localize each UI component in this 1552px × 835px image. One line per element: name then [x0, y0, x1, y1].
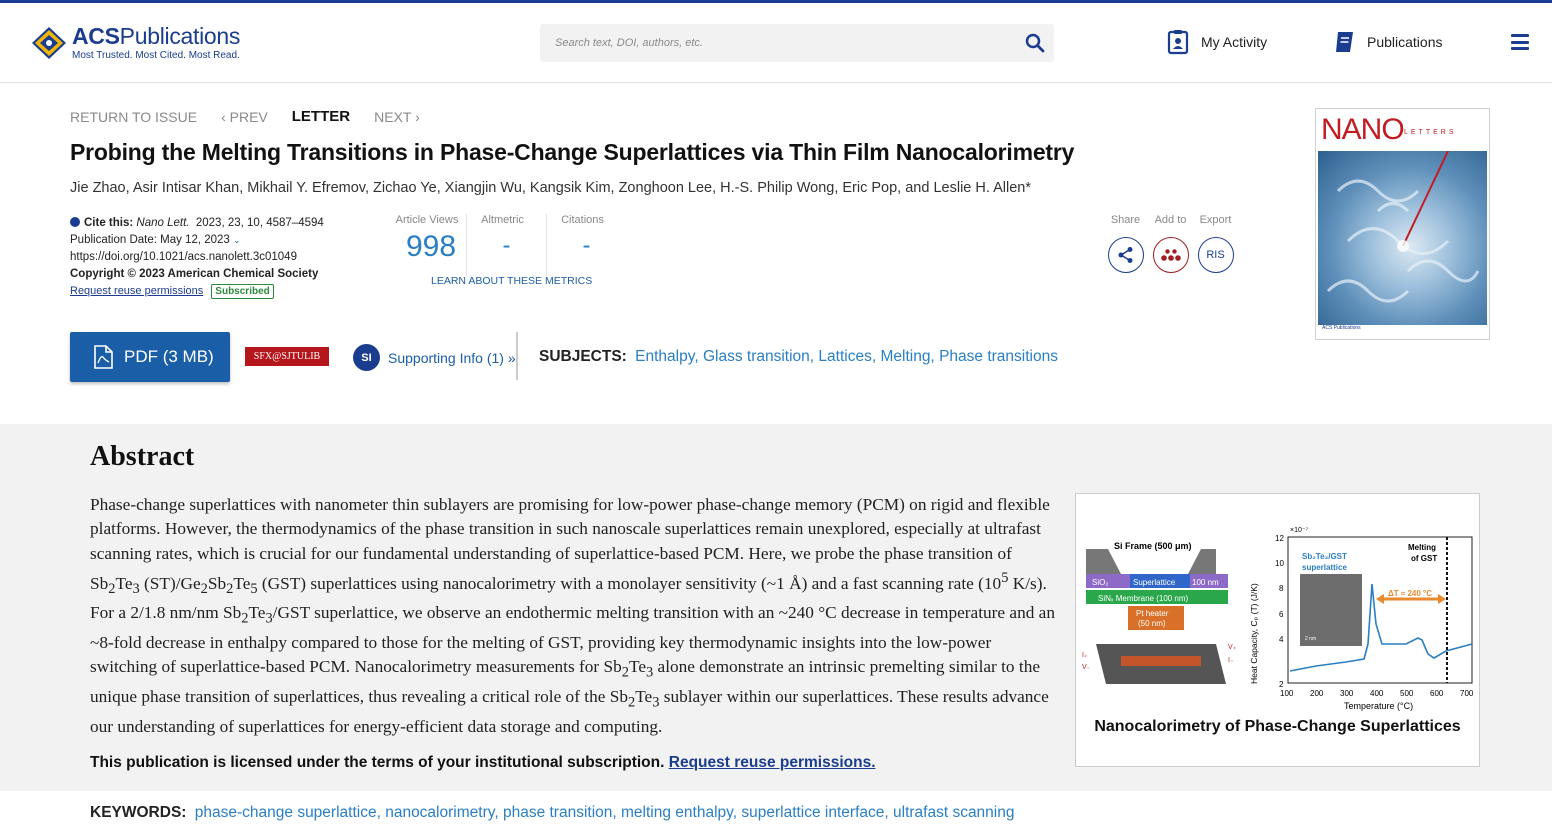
cover-artwork: [1318, 151, 1487, 325]
doi-link[interactable]: https://doi.org/10.1021/acs.nanolett.3c01049: [70, 251, 297, 263]
journal-cover-image[interactable]: [1315, 108, 1490, 340]
toc-label: 8: [1279, 584, 1284, 593]
chevron-down-icon[interactable]: ⌄: [233, 235, 241, 245]
toc-label: 500: [1400, 689, 1414, 698]
toc-label: 300: [1340, 689, 1354, 698]
sfx-link[interactable]: SFX@SJTULIB: [245, 347, 329, 366]
export-label: Export: [1199, 214, 1232, 226]
learn-metrics-link[interactable]: LEARN ABOUT THESE METRICS: [431, 275, 593, 287]
metric-altmetric: [466, 214, 546, 276]
subjects-list: [539, 348, 1058, 366]
toc-label: I₋: [1228, 657, 1234, 664]
license-notice: [90, 754, 876, 772]
return-to-issue-link[interactable]: RETURN TO ISSUE: [70, 109, 198, 125]
article-type: LETTER: [291, 108, 351, 125]
toc-graphic[interactable]: [1075, 493, 1480, 767]
toc-label: 400: [1370, 689, 1384, 698]
toc-label: 4: [1279, 635, 1284, 644]
toc-label: 700: [1460, 689, 1474, 698]
export-ris-button[interactable]: RIS: [1198, 237, 1234, 273]
abstract-text-part: sublayer within our superlattices. These results advance our understanding of superlattices for energy-efficient data storage and computing.: [90, 687, 1049, 736]
si-badge-icon: SI: [353, 344, 380, 371]
toc-label: 2: [1279, 680, 1284, 689]
divider: [516, 332, 518, 380]
keywords-label: KEYWORDS:: [90, 804, 187, 821]
supporting-info-label: Supporting Info (1) »: [388, 349, 516, 366]
license-text: This publication is licensed under the terms of your institutional subscription.: [90, 754, 665, 771]
acs-logo[interactable]: [30, 25, 240, 61]
share-button[interactable]: [1108, 237, 1144, 273]
abstract-text-part: K/s). For a 2/1.8 nm/nm: [90, 573, 1047, 623]
abstract-text-part: (GST) superlattices using nanocalorimetry with a monolayer sensitivity (~1 Å) and a fast scanning rate (10: [257, 573, 1002, 593]
cover-subtitle: LETTERS: [1404, 129, 1457, 136]
keyword-link[interactable]: superlattice interface,: [741, 804, 889, 821]
toc-label: Si Frame (500 μm): [1114, 541, 1192, 551]
toc-caption: Nanocalorimetry of Phase-Change Superlattices: [1094, 718, 1461, 735]
toc-label: 600: [1430, 689, 1444, 698]
cite-label[interactable]: Cite this:: [84, 217, 134, 229]
toc-label: 12: [1275, 534, 1284, 543]
metric-citations: [546, 214, 626, 276]
toc-label: 2 nm: [1305, 636, 1317, 642]
toc-label: 200: [1310, 689, 1324, 698]
toc-label: 6: [1279, 610, 1284, 619]
exponent: 5: [1001, 569, 1009, 586]
search-icon[interactable]: [1025, 33, 1045, 53]
toc-label: Heat Capacity, Cₚ (T) (J/K): [1249, 583, 1259, 684]
metric-views-label: Article Views: [395, 214, 459, 226]
metric-citations-label: Citations: [561, 214, 604, 226]
my-activity-label: My Activity: [1201, 34, 1268, 50]
publications-label: Publications: [1367, 34, 1443, 50]
mendeley-icon: [1160, 247, 1182, 263]
acs-logo-icon: [30, 25, 68, 61]
metric-altmetric-label: Altmetric: [481, 214, 524, 226]
add-to-button[interactable]: [1153, 237, 1189, 273]
abstract-text-part: /GST superlattice, we observe an endothermic melting transition with an ~240 °C decrease in temperature and an ~8-fold decrease in enthalpy compared to those for the melting of GST, providing key thermodynamic insights into the low-power switching of superlattice-based PCM. Nanocalorimetry measurements for: [90, 603, 1055, 677]
add-to-label: Add to: [1154, 214, 1187, 226]
article-metrics: [396, 214, 626, 276]
toc-label: V₊: [1228, 644, 1237, 651]
toc-label: V₋: [1082, 664, 1091, 671]
keywords-list: [90, 804, 1015, 822]
toc-label: SiO₂: [1092, 578, 1109, 587]
subject-link[interactable]: Glass transition,: [702, 348, 815, 365]
pdf-label: PDF (3 MB): [124, 347, 214, 366]
toc-label: Pt heater: [1136, 609, 1169, 618]
clipboard-user-icon: [1167, 29, 1189, 55]
metric-views-value: 998: [405, 230, 457, 263]
copyright: Copyright © 2023 American Chemical Society: [70, 268, 319, 280]
toc-label: 10: [1275, 559, 1284, 568]
request-reuse-link[interactable]: Request reuse permissions.: [668, 754, 876, 771]
toc-label: I₊: [1082, 652, 1088, 659]
keyword-link[interactable]: melting enthalpy,: [621, 804, 738, 821]
hamburger-menu-icon[interactable]: [1511, 34, 1529, 50]
my-activity-link[interactable]: [1167, 29, 1267, 55]
toc-label: Temperature (°C): [1344, 701, 1414, 711]
journal-name: Nano Lett.: [136, 217, 190, 229]
metric-views: [396, 214, 466, 276]
toc-label: SiNₓ Membrane (100 nm): [1098, 594, 1189, 603]
metric-altmetric-value: -: [502, 232, 511, 259]
toc-label: (50 nm): [1138, 619, 1166, 628]
toc-label: ×10⁻⁷: [1290, 527, 1309, 534]
toc-label: 100 nm: [1192, 578, 1219, 587]
publication-date: Publication Date: May 12, 2023: [70, 234, 230, 246]
toc-label: ΔT ≈ 240 °C: [1388, 589, 1433, 598]
abstract-text-part: Phase-change superlattices with nanometer thin sublayers are promising for low-power phase-change memory (PCM) on rigid and flexible platforms. However, the thermodynamics of the phase transition in such nanoscale superlattices remain unexplored, especially at ultrafast scanning rates, which is crucial for our fundamental understanding of superlattice-based PCM. Here, we probe the phase transition of: [90, 495, 1050, 563]
toc-label: Superlattice: [1133, 578, 1176, 587]
abstract-heading: Abstract: [90, 441, 195, 472]
logo-tagline: Most Trusted. Most Cited. Most Read.: [72, 50, 240, 61]
keyword-link[interactable]: nanocalorimetry,: [385, 804, 499, 821]
toc-figure: [1076, 494, 1479, 714]
cover-title: NANO: [1321, 113, 1404, 146]
toc-label: Sb₂Te₃/GST: [1302, 552, 1347, 561]
toc-label: superlattice: [1302, 563, 1347, 572]
keyword-link[interactable]: phase transition,: [502, 804, 617, 821]
citation-block: [70, 215, 324, 300]
pdf-download-button[interactable]: [70, 332, 230, 382]
subscribed-badge: Subscribed: [211, 284, 273, 299]
toc-label: Melting: [1408, 543, 1436, 552]
subjects-label: SUBJECTS:: [539, 348, 627, 365]
prev-article-link[interactable]: ‹ PREV: [221, 109, 268, 125]
article-title: Probing the Melting Transitions in Phase-Change Superlattices via Thin Film Nanocalorimetry: [70, 139, 1075, 165]
search-input[interactable]: [540, 24, 1020, 62]
abstract-text-part: alone demonstrate an intrinsic premelting similar to the unique phase transition of superlattices, thus revealing a critical role of the: [90, 657, 1041, 707]
article-breadcrumb: [70, 109, 444, 125]
metric-citations-value: -: [582, 232, 591, 259]
cover-publisher: ACS Publications: [1322, 325, 1361, 331]
publications-link[interactable]: [1333, 29, 1443, 55]
keyword-link[interactable]: phase-change superlattice,: [194, 804, 381, 821]
next-article-link[interactable]: NEXT ›: [374, 109, 420, 125]
subject-link[interactable]: Enthalpy,: [635, 348, 699, 365]
pdf-icon: [92, 345, 114, 369]
toc-label: of GST: [1411, 554, 1438, 563]
logo-name2: Publications: [119, 23, 241, 49]
search-bar: [540, 24, 1054, 62]
citation-ref: 2023, 23, 10, 4587–4594: [195, 217, 324, 229]
keyword-link[interactable]: ultrafast scanning: [893, 804, 1015, 821]
toc-label: 100: [1280, 689, 1294, 698]
request-reuse-link[interactable]: Request reuse permissions: [70, 285, 204, 297]
subject-link[interactable]: Lattices,: [818, 348, 877, 365]
share-label: Share: [1110, 214, 1141, 226]
site-header: [0, 3, 1552, 83]
article-actions: [1103, 214, 1238, 273]
book-icon: [1333, 29, 1355, 55]
abstract-text-part: (ST)/: [139, 573, 181, 593]
check-icon: [70, 217, 80, 227]
logo-name: ACS: [72, 23, 120, 49]
share-icon: [1117, 246, 1135, 264]
subject-link[interactable]: Melting,: [880, 348, 935, 365]
abstract-text: Phase-change superlattices with nanometer thin sublayers are promising for low-power phase-change memory (PCM) on rigid and flexible platforms. However, the thermodynamics of the phase transition in such nanoscale superlattices remain unexplored, especially at ultrafast scanning rates, which is crucial for our fundamental understanding of superlattice-based PCM. Here, we probe the phase transition of $Sb_2Te_3$ $(ST)/Ge_2Sb_2Te_5$ (GST) superlattices using nanocalorimetry with a monolayer sensitivity (~1 Å) and a fast scanning rate ($10^5$ K/s). For a 2/1.8 nm/nm $Sb_2Te_3$/GST superlattice, we observe an endothermic melting transition with an ~240 °C decrease in temperature and an ~8-fold decrease in enthalpy compared to those for the melting of GST, providing key thermodynamic insights into the low-power switching of superlattice-based PCM. Nanocalorimetry measurements for $Sb_2Te_3$ alone demonstrate an intrinsic premelting similar to the unique phase transition of superlattices, thus revealing a critical role of the $Sb_2Te_3$ sublayer within our superlattices. These results advance our understanding of superlattices for energy-efficient data storage and computing.: [90, 495, 1055, 736]
supporting-info-link[interactable]: [353, 344, 516, 371]
subject-link[interactable]: Phase transitions: [939, 348, 1058, 365]
article-authors[interactable]: Jie Zhao, Asir Intisar Khan, Mikhail Y. Efremov, Zichao Ye, Xiangjin Wu, Kangsik Kim, Zonghoon Lee, H.-S. Philip Wong, Eric Pop, and Leslie H. Allen*: [70, 180, 1031, 196]
